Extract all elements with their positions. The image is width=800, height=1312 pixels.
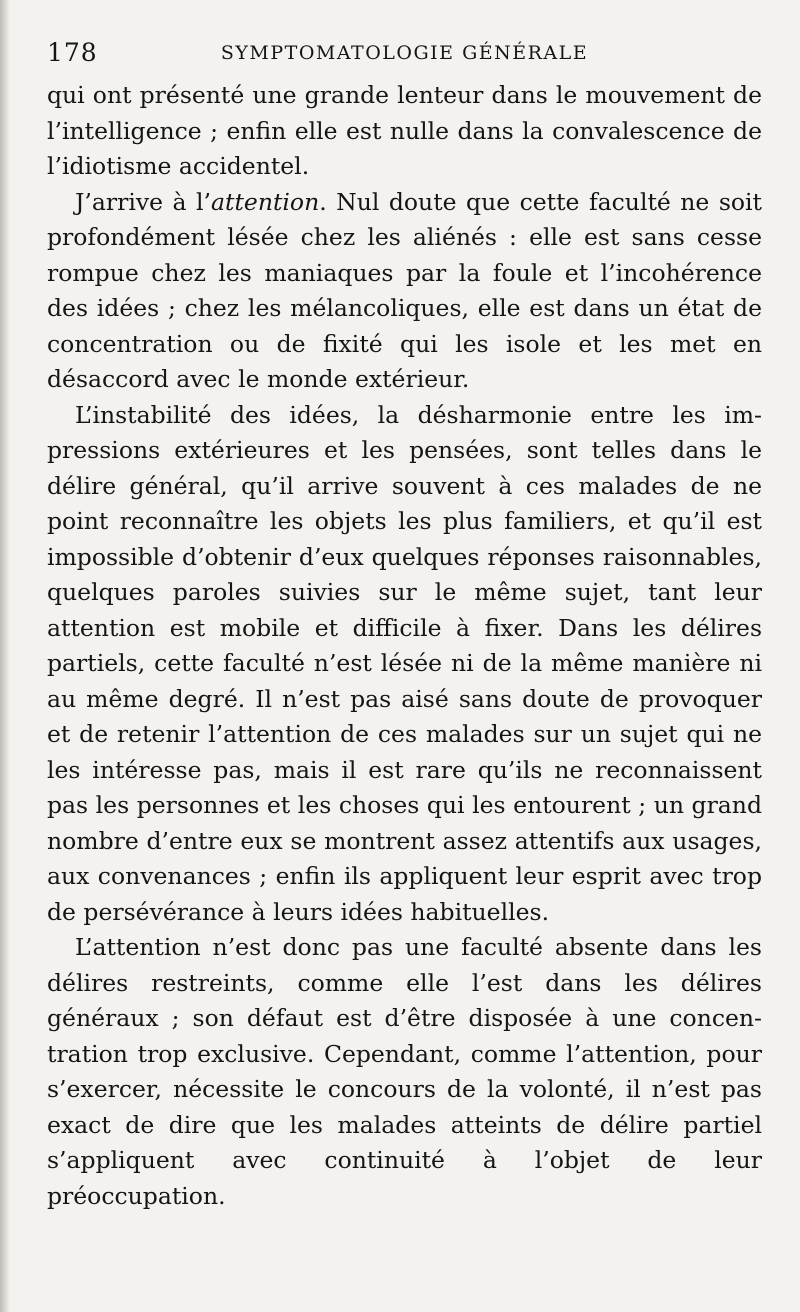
paragraph-4: L’attention n’est donc pas une faculté absente dans les délires restreints, comme elle l’est dans les délires généraux ; son défaut est d’être disposée à une concentration trop exclusive. Cependant, comme l’attention, pour s’exercer, nécessite le concours de la volonté, il n’est pas exact de dire que les malades atteints de délire partiel s’appliquent avec continuité à l’objet de leur préoccupation. [47,933,762,1210]
paragraph-2 [47,185,762,398]
running-title: SYMPTOMATOLOGIE GÉNÉRALE [220,42,589,64]
paragraph-3: L’instabilité des idées, la désharmonie entre les impressions extérieures et les pensées, sont telles dans le délire général, qu’il arrive souvent à ces malades de ne point reconnaître les objets les plus familiers, et qu’il est impossible d’obtenir d’eux quelques réponses raisonnables, quelques paroles suivies sur le même sujet, tant leur attention est mobile et difficile à fixer. Dans les délires partiels, cette faculté n’est lésée ni de la même manière ni au même degré. Il n’est pas aisé sans doute de provoquer et de retenir l’attention de ces malades sur un sujet qui ne les intéresse pas, mais il est rare qu’ils ne reconnaissent pas les personnes et les choses qui les entourent ; un grand nombre d’entre eux se montrent assez attentifs aux usages, aux convenances ; enfin ils appliquent leur esprit avec trop de persévérance à leurs idées habituelles. [47,400,762,926]
paragraph-2-rest: . Nul doute que cette faculté ne soit profondément lésée chez les aliénés : elle est sans cesse rompue chez les maniaques par la foule et l’incohérence des idées ; chez les mélancoliques, elle est dans un état de concentration ou de fixité qui les isole et les met en désaccord avec le monde extérieur. [47,187,762,393]
page-header [47,38,762,78]
paragraph-2-start: J’arrive à l’ [75,187,212,216]
italic-term-attention: attention [211,187,320,216]
body-text [47,78,762,1214]
page-number: 178 [47,38,98,67]
paragraph-1: qui ont présenté une grande lenteur dans le mouvement de l’intelligence ; enfin elle est nulle dans la convalescence de l’idiotisme accidentel. [47,81,762,180]
